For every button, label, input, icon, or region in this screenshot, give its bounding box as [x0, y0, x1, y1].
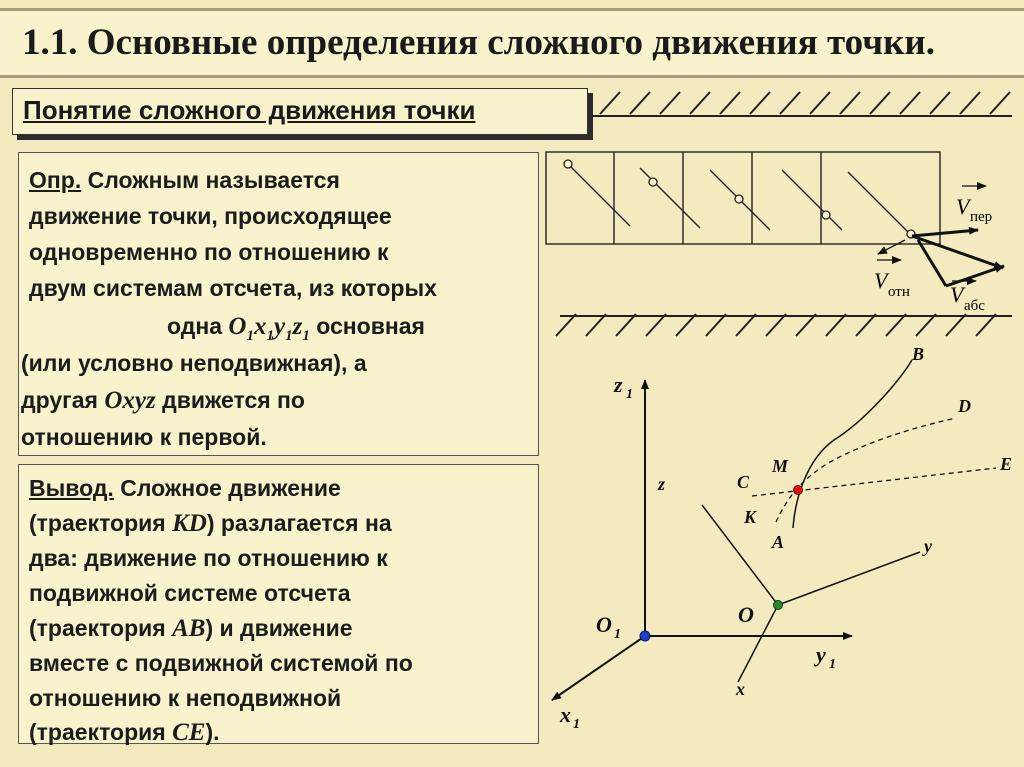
- point-O1: [640, 631, 650, 641]
- conclusion-term: Вывод.: [29, 475, 114, 501]
- page-title: 1.1. Основные определения сложного движения точки.: [22, 22, 935, 63]
- svg-text:пер: пер: [970, 209, 993, 225]
- definition-term: Опр.: [29, 167, 82, 193]
- svg-text:1: 1: [573, 717, 580, 732]
- svg-text:1: 1: [626, 387, 633, 402]
- label-z: z: [658, 474, 666, 494]
- point-O: [774, 601, 783, 610]
- frame-symbol: $O_1x_1y_1z_1$: [228, 313, 310, 344]
- svg-text:O: O: [596, 612, 612, 637]
- definition-line-4: двум системам отсчета, из которых: [29, 275, 437, 301]
- trajectory-KD: [776, 418, 956, 522]
- definition-text: одна: [167, 313, 229, 339]
- label-A: A: [772, 532, 785, 552]
- label-x1: [559, 702, 580, 732]
- label-M: M: [772, 456, 789, 476]
- label-O1: [596, 612, 621, 642]
- svg-text:отн: отн: [888, 284, 910, 300]
- conclusion-line-2: (траектория KD) разлагается на: [29, 510, 392, 537]
- trajectory-AB: [793, 360, 912, 528]
- label-K: K: [744, 507, 757, 527]
- svg-text:1: 1: [614, 627, 621, 642]
- point-M: [794, 486, 803, 495]
- label-O: O: [738, 602, 754, 627]
- definition-line-8: отношению к первой.: [21, 424, 267, 450]
- definition-text: другая: [21, 387, 105, 413]
- conclusion-line-7: отношению к неподвижной: [29, 685, 342, 711]
- svg-text:абс: абс: [964, 298, 985, 314]
- svg-text:V: V: [874, 268, 888, 293]
- conclusion-line-3: два: движение по отношению к: [29, 545, 388, 571]
- moving-frame-axes: [702, 505, 920, 682]
- definition-line-3: одновременно по отношению к: [29, 239, 389, 265]
- svg-text:y: y: [816, 642, 826, 667]
- trajectory-label: CE: [172, 719, 206, 746]
- label-E: E: [1000, 454, 1013, 474]
- trajectory-CE: [752, 468, 996, 496]
- conclusion-line-8: (траектория CE).: [29, 719, 220, 746]
- definition-text: Сложным называется: [81, 167, 340, 193]
- conclusion-text: Сложное движение: [113, 475, 341, 501]
- fixed-frame-axes: [552, 380, 852, 700]
- definition-line-6: (или условно неподвижная), а: [21, 350, 367, 376]
- svg-text:V: V: [950, 282, 964, 307]
- label-z1: [613, 372, 633, 402]
- conclusion-line-4: подвижной системе отсчета: [29, 580, 351, 606]
- frame-symbol: Oxyz: [104, 387, 156, 414]
- label-C: C: [737, 472, 750, 492]
- trajectory-label: KD: [172, 510, 207, 537]
- section-subtitle: Понятие сложного движения точки: [23, 95, 476, 125]
- trajectory-label: AB: [172, 615, 206, 642]
- label-B: B: [912, 344, 925, 364]
- svg-text:x: x: [560, 702, 571, 727]
- label-D: D: [958, 396, 971, 416]
- definition-line-2: движение точки, происходящее: [29, 203, 392, 229]
- label-y1: [813, 642, 836, 672]
- svg-text:z: z: [614, 372, 623, 397]
- definition-text: движется по: [155, 387, 305, 413]
- svg-text:V: V: [956, 194, 970, 219]
- conclusion-line-5: (траектория AB) и движение: [29, 615, 353, 642]
- definition-text: основная: [309, 313, 425, 339]
- conclusion-line-6: вместе с подвижной системой по: [29, 650, 413, 676]
- label-y: y: [924, 536, 932, 556]
- svg-text:1: 1: [829, 657, 836, 672]
- label-x: x: [736, 679, 745, 699]
